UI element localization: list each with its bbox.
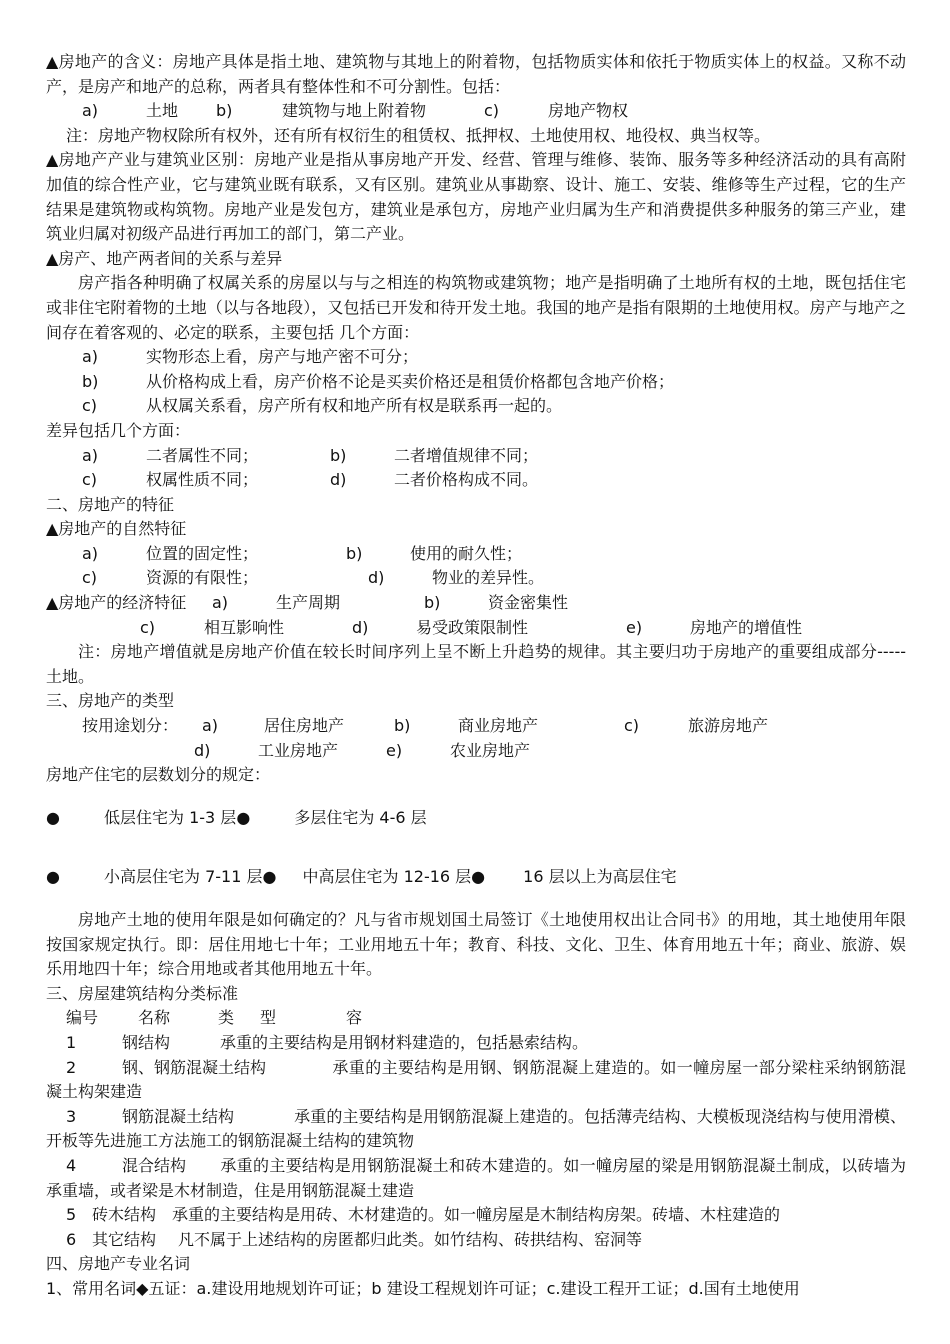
table-row: 3 钢筋混凝土结构 承重的主要结构是用钢筋混凝上建造的。包括薄壳结构、大模板现浇结构与使用滑模、开板等先进施工方法施工的钢筋混凝土结构的建筑物 — [46, 1106, 906, 1151]
relation-item: c) 从权属关系看，房产所有权和地产所有权是联系再一起的。 — [82, 396, 563, 416]
section-heading-types: 三、房地产的类型 — [46, 691, 175, 711]
natural-features-heading: ▲房地产的自然特征 — [46, 519, 187, 539]
table-row: 1 钢结构 承重的主要结构是用钢材料建造的，包括悬索结构。 — [66, 1032, 589, 1052]
bullet: ● — [471, 867, 486, 887]
item-text: 房地产物权 — [548, 101, 629, 121]
realestate-definition: ▲房地产的含义：房地产具体是指土地、建筑物与其地上的附着物，包括物质实体和依托于物质实体上的权益。又称不动产，是房产和地产的总称，两者具有整体性和不可分割性。包括： — [46, 52, 906, 96]
floors-row: ● 小高层住宅为 7-11 层● 中高层住宅为 12-16 层● 16 层以上为高层住宅 — [46, 865, 906, 890]
bullet: ● — [46, 867, 60, 887]
types-by-use: d) 工业房地产 e) 农业房地产 — [194, 740, 531, 760]
natural-features: a) 位置的固定性； b) 使用的耐久性； — [82, 543, 523, 563]
definition-items — [46, 99, 906, 124]
economic-features-heading: ▲房地产的经济特征 — [46, 593, 187, 613]
difference-heading: 差异包括几个方面： — [46, 420, 191, 440]
structure-table-header: 编号 名称 类 型 容 — [66, 1008, 363, 1028]
bullet: ● — [262, 867, 277, 887]
difference-items: c) 权属性质不同； d) 二者价格构成不同。 — [82, 470, 539, 490]
floors-row: ● 低层住宅为 1-3 层● 多层住宅为 4-6 层 — [46, 806, 906, 831]
property-rights-note: 注：房地产物权除所有权外，还有所有权衍生的租赁权、抵押权、土地使用权、地役权、典当权等。 — [66, 125, 771, 145]
floors-heading: 房地产住宅的层数划分的规定： — [46, 765, 271, 785]
relation-item: a) 实物形态上看，房产与地产密不可分； — [82, 347, 419, 367]
relation-text: 房产指各种明确了权属关系的房屋以与与之相连的构筑物或建筑物；地产是指明确了土地所有权的土地，既包括住宅或非住宅附着物的土地（以与各地段），又包括已开发和待开发土地。我国的地产是指有限期的土地使用权。房产与地产之间存在着客观的、必定的联系，主要包括 几个方面： — [46, 273, 906, 342]
types-by-use: 按用途划分： a) 居住房地产 b) 商业房地产 c) 旅游房地产 — [82, 716, 769, 736]
industry-difference: ▲房地产产业与建筑业区别：房地产业是指从事房地产开发、经营、管理与维修、装饰、服务等多种经济活动的具有高附加值的综合性产业，它与建筑业既有联系，又有区别。建筑业从事勘察、设计、施工、安装、维修等生产过程，它的生产结果是建筑物或构筑物。房地产业是发包方，建筑业是承包方，房地产业归属为生产和消费提供多种服务的第三产业，建筑业归属对初级产品进行再加工的部门，第二产业。 — [46, 150, 906, 244]
table-row: 4 混合结构 承重的主要结构是用钢筋混凝土和砖木建造的。如一幢房屋的梁是用钢筋混凝土制成，以砖墙为承重墙，或者梁是木材制造，住是用钢筋混凝土建造 — [46, 1155, 906, 1200]
item-label: b) — [216, 101, 233, 121]
table-row: 6 其它结构 凡不属于上述结构的房匿都归此类。如竹结构、砖拱结构、窑洞等 — [66, 1229, 643, 1249]
item-label: c) — [484, 101, 500, 121]
economic-features: ▲房地产的经济特征 a) 生产周期 b) 资金密集性 — [46, 591, 906, 616]
section-heading-structure: 三、房屋建筑结构分类标准 — [46, 983, 239, 1003]
five-certificates-line: 1、常用名词◆五证：a.建设用地规划许可证；b 建设工程规划许可证；c.建设工程开工证；d.国有土地使用 — [46, 1278, 800, 1298]
item-text: 建筑物与地上附着物 — [282, 101, 427, 121]
appreciation-note: 注：房地产增值就是房地产价值在较长时间序列上呈不断上升趋势的规律。其主要归功于房地产的重要组成部分-----土地。 — [46, 642, 906, 686]
relation-heading: ▲房产、地产两者间的关系与差异 — [46, 248, 283, 268]
difference-items: a) 二者属性不同； b) 二者增值规律不同； — [82, 445, 539, 465]
economic-features: c) 相互影响性 d) 易受政策限制性 e) 房地产的增值性 — [140, 617, 803, 637]
section-heading-terms: 四、房地产专业名词 — [46, 1254, 191, 1274]
bullet: ● — [236, 807, 251, 827]
table-row: 5 砖木结构 承重的主要结构是用砖、木材建造的。如一幢房屋是木制结构房架。砖墙、木柱建造的 — [66, 1205, 781, 1225]
natural-features: c) 资源的有限性； d) 物业的差异性。 — [82, 568, 545, 588]
bullet: ● — [46, 807, 60, 827]
table-row: 2 钢、钢筋混凝土结构 承重的主要结构是用钢、钢筋混凝上建造的。如一幢房屋一部分梁柱采纳钢筋混凝土构架建造 — [46, 1057, 906, 1102]
item-label: a) — [82, 101, 99, 121]
section-heading-features: 二、房地产的特征 — [46, 494, 175, 514]
relation-item: b) 从价格构成上看，房产价格不论是买卖价格还是租赁价格都包含地产价格； — [82, 371, 675, 391]
item-text: 土地 — [146, 101, 179, 121]
land-use-term: 房地产土地的使用年限是如何确定的？凡与省市规划国土局签订《土地使用权出让合同书》的用地，其土地使用年限按国家规定执行。即：居住用地七十年；工业用地五十年；教育、科技、文化、卫生、体育用地五十年；商业、旅游、娱乐用地四十年；综合用地或者其他用地五十年。 — [46, 910, 906, 979]
